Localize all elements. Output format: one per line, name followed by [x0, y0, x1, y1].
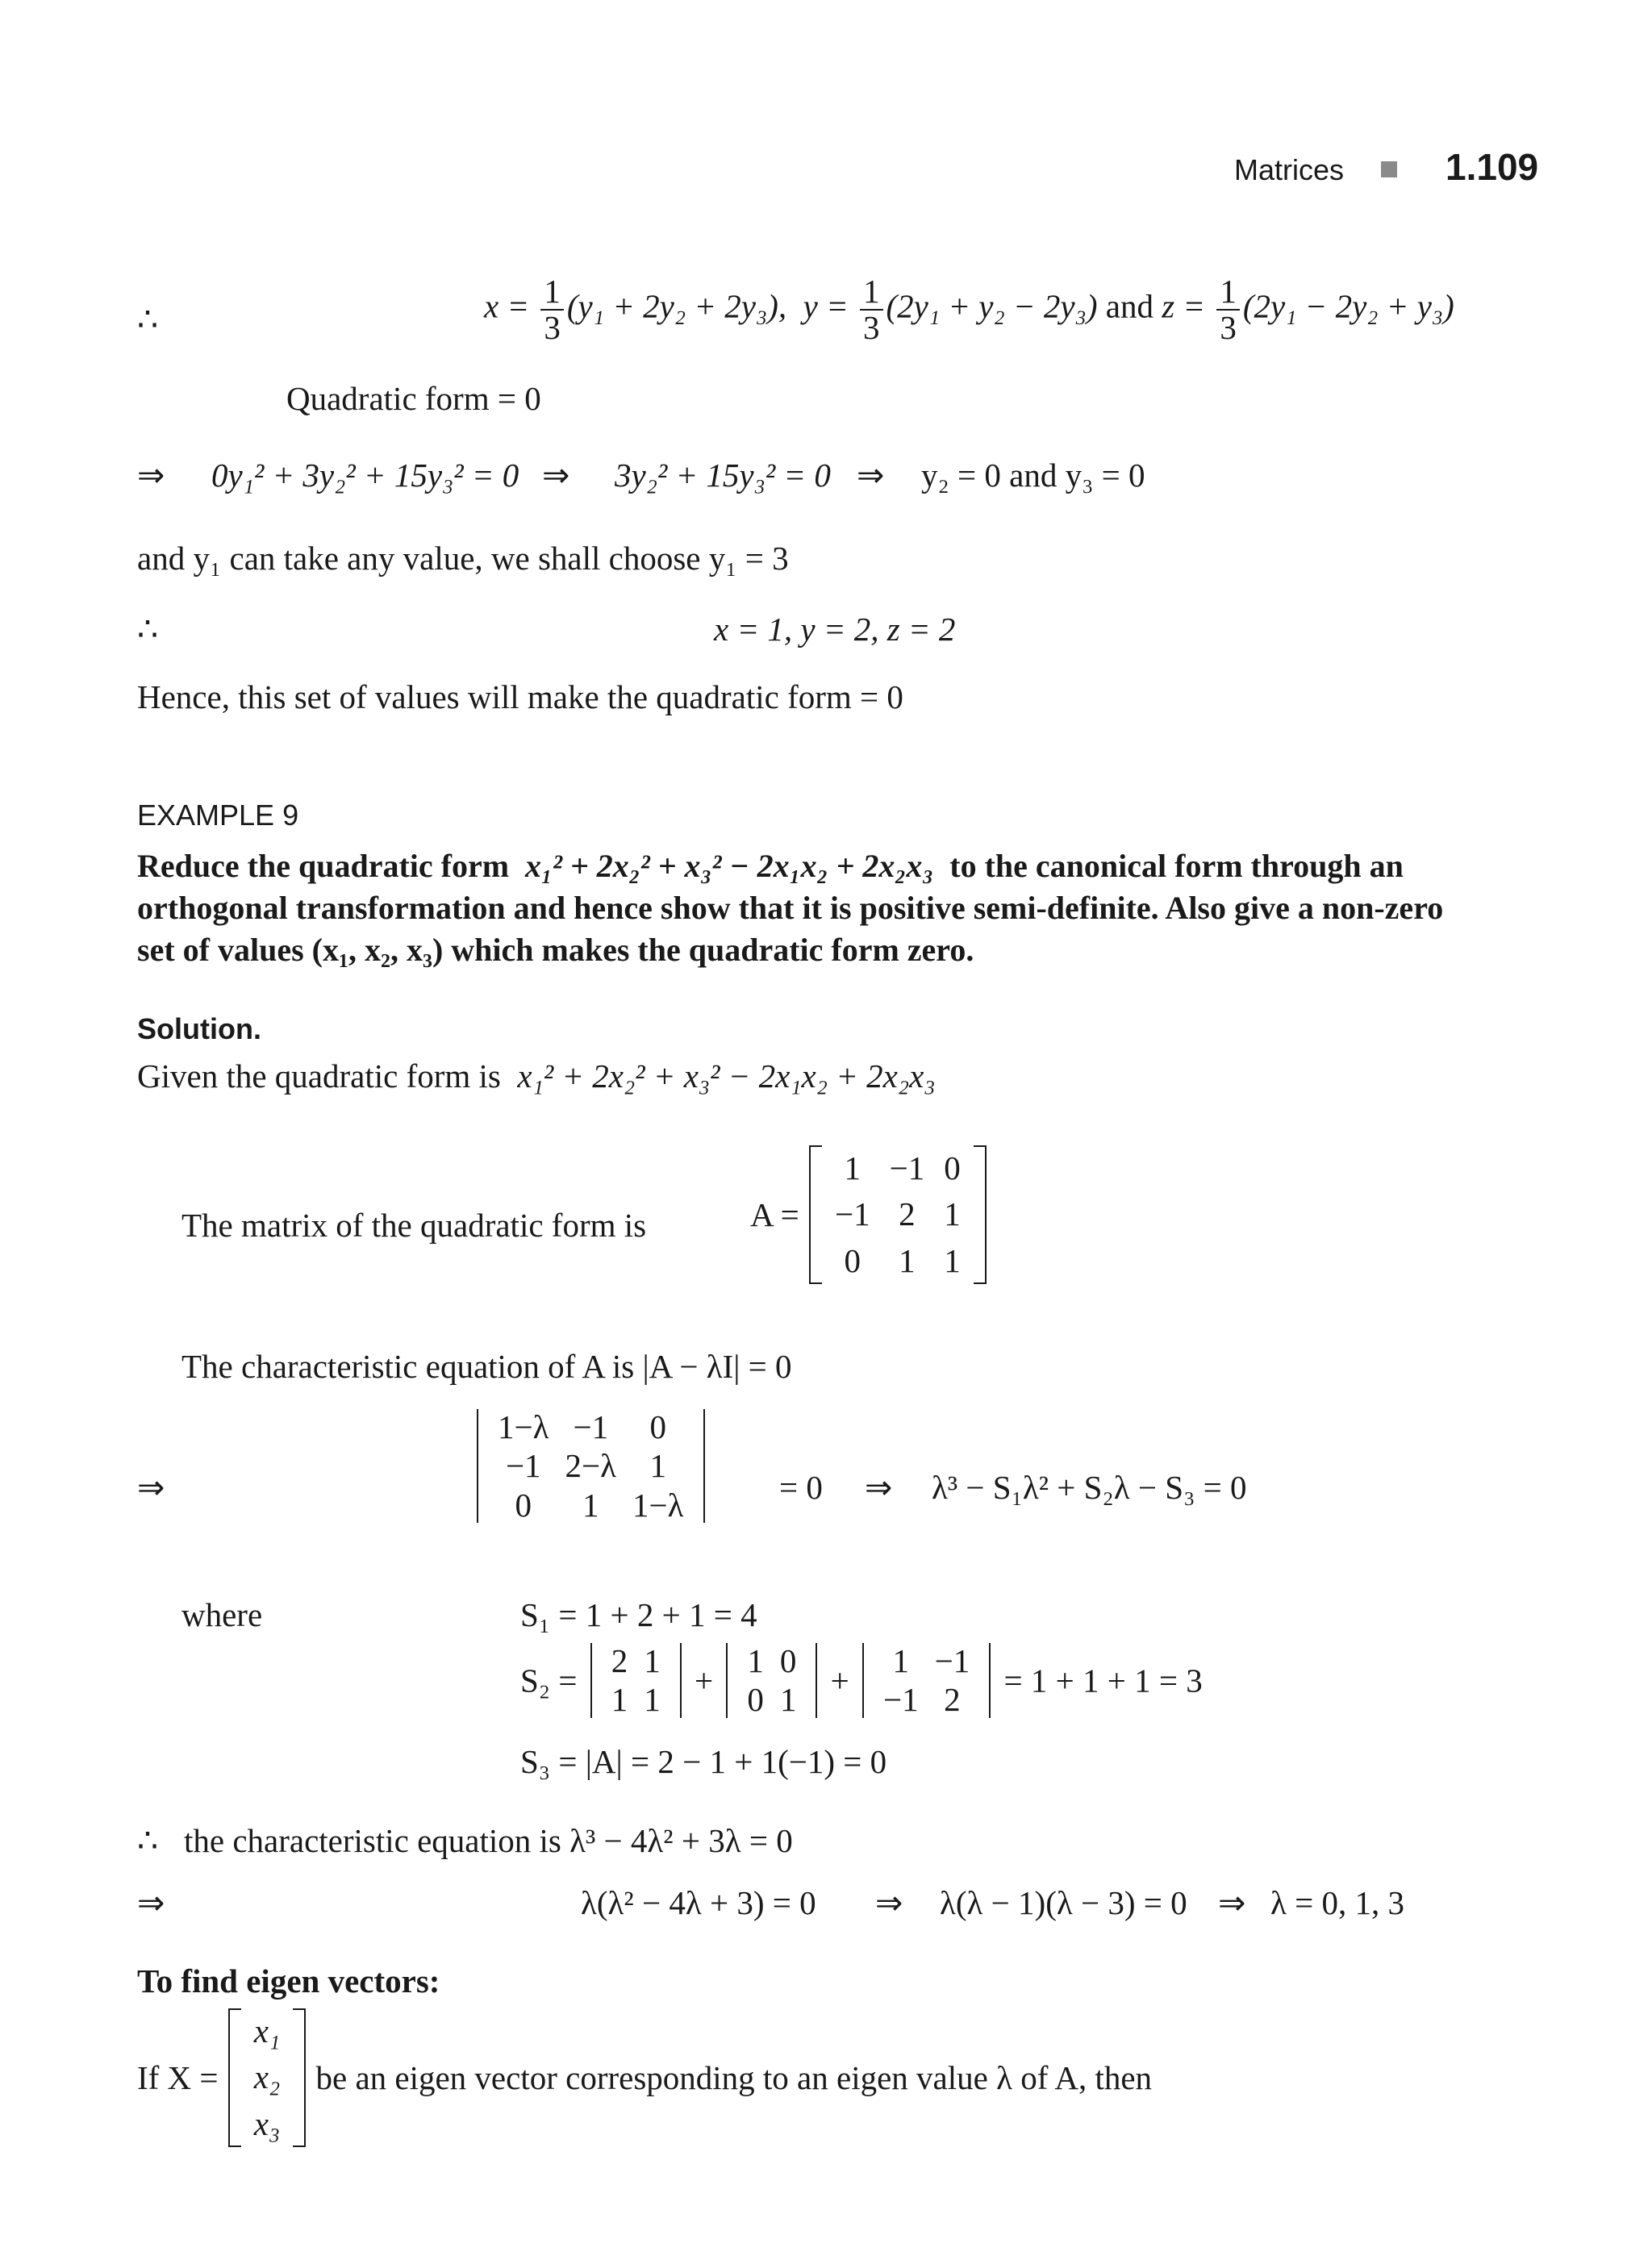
substitution-line: [484, 274, 1454, 345]
minor-cell: 1: [611, 1681, 628, 1719]
implies-symbol: ⇒: [875, 1884, 903, 1921]
implies-symbol: ⇒: [865, 1469, 893, 1506]
minor-cell: 0: [747, 1681, 764, 1719]
minor-cell: 2: [944, 1681, 961, 1719]
det-polynomial: λ³ − S₁λ² + S₂λ − S₃ = 0: [932, 1469, 1247, 1506]
equation-b: 3y₂² + 15y₃² = 0: [615, 457, 831, 494]
implies-symbol: ⇒: [1218, 1884, 1246, 1921]
s2-line: [520, 1641, 1203, 1720]
z-lhs: z =: [1162, 287, 1206, 325]
matrix-cell: −1: [889, 1149, 925, 1186]
s2-rhs: = 1 + 1 + 1 = 3: [1003, 1662, 1203, 1699]
x-lhs: x =: [484, 287, 530, 325]
matrix-cell: 1: [944, 1241, 961, 1279]
page-number: 1.109: [1446, 146, 1539, 188]
s3-line: S₃ = |A| = 2 − 1 + 1(−1) = 0: [520, 1743, 887, 1780]
and-word: and: [1105, 287, 1153, 325]
given-line: [137, 1057, 936, 1095]
hence-line: Hence, this set of values will make the quadratic form = 0: [137, 678, 903, 715]
implies-symbol: ⇒: [542, 457, 570, 494]
eigen-text: be an eigen vector corresponding to an eigen value λ of A, then: [315, 2058, 1153, 2096]
s1-line: S₁ = 1 + 2 + 1 = 4: [520, 1596, 757, 1633]
therefore-symbol: ∴: [137, 611, 159, 648]
minor-cell: −1: [882, 1681, 919, 1719]
determinant-cell: 2−λ: [565, 1447, 617, 1485]
x-vector: [227, 2008, 307, 2147]
x-rhs: (y₁ + 2y₂ + 2y₃),: [566, 287, 787, 325]
characteristic-determinant: [472, 1407, 710, 1524]
matrix-a: [807, 1145, 988, 1284]
matrix-cell: −1: [834, 1195, 870, 1233]
vector-cell: x₁: [253, 2012, 281, 2050]
matrix-text: The matrix of the quadratic form is: [181, 1207, 647, 1244]
determinant-cell: 1: [649, 1447, 667, 1485]
statement-expression: x₁² + 2x₂² + x₃² − 2x₁x₂ + 2x₂x₃: [525, 848, 934, 884]
statement-prefix: Reduce the quadratic form: [137, 848, 510, 884]
quadratic-form-zero: Quadratic form = 0: [286, 380, 541, 417]
determinant-cell: −1: [573, 1408, 609, 1445]
matrix-cell: 0: [844, 1241, 861, 1279]
plus-sign: +: [830, 1662, 849, 1699]
xyz-values: x = 1, y = 2, z = 2: [714, 611, 956, 648]
matrix-cell: 1: [944, 1195, 961, 1233]
given-text: Given the quadratic form is: [137, 1057, 501, 1095]
where-label: where: [181, 1596, 263, 1633]
matrix-cell: 1: [899, 1241, 916, 1279]
solution-label: Solution.: [137, 1012, 261, 1045]
determinant-equation: [472, 1407, 710, 1524]
y-lhs: y =: [803, 287, 849, 325]
matrix-cell: 2: [899, 1195, 916, 1233]
equation-a: 0y₁² + 3y₂² + 15y₃² = 0: [211, 457, 519, 494]
determinant-cell: −1: [505, 1447, 541, 1485]
z-rhs: (2y₁ − 2y₂ + y₃): [1242, 287, 1454, 325]
matrix-cell: 1: [844, 1149, 861, 1186]
y-rhs: (2y₁ + y₂ − 2y₃): [886, 287, 1098, 325]
determinant-cell: 1−λ: [632, 1486, 684, 1524]
header-square-icon: [1381, 161, 1397, 177]
factor-c: λ = 0, 1, 3: [1270, 1884, 1405, 1921]
factor-a: λ(λ² − 4λ + 3) = 0: [581, 1884, 816, 1921]
factor-b: λ(λ − 1)(λ − 3) = 0: [940, 1884, 1187, 1921]
implies-symbol: ⇒: [137, 1469, 165, 1506]
implies-symbol: ⇒: [857, 457, 885, 494]
s2-minor-1: [586, 1641, 686, 1720]
fraction-one-third: $\frac{1}{3}$: [860, 274, 883, 345]
s2-lhs: S₂ =: [520, 1662, 578, 1699]
vector-cell: x₂: [253, 2058, 281, 2096]
example-label: EXAMPLE 9: [137, 799, 299, 832]
minor-cell: 1: [779, 1681, 797, 1719]
s2-minor-2: [721, 1641, 822, 1720]
example-statement-line-1: [137, 847, 1404, 885]
if-x-lhs: If X =: [137, 2058, 219, 2096]
matrix-a-equation: [750, 1145, 988, 1284]
plus-sign: +: [694, 1662, 714, 1699]
determinant-cell: 0: [649, 1408, 667, 1445]
determinant-cell: 1−λ: [498, 1408, 549, 1445]
minor-cell: 2: [611, 1642, 628, 1679]
determinant-cell: 0: [515, 1486, 532, 1524]
therefore-symbol: ∴: [137, 1822, 159, 1859]
implies-symbol: ⇒: [137, 1884, 165, 1921]
minor-cell: 1: [892, 1642, 910, 1679]
fraction-one-third: $\frac{1}{3}$: [1216, 274, 1240, 345]
minor-cell: 1: [644, 1642, 661, 1679]
matrix-cell: 0: [944, 1149, 961, 1186]
minor-cell: 1: [644, 1681, 661, 1719]
vector-cell: x₃: [253, 2104, 281, 2142]
example-statement-line-2: orthogonal transformation and hence show that it is positive semi-definite. Also give a non-zero: [137, 890, 1444, 926]
s2-minor-3: [857, 1641, 995, 1720]
minor-cell: 1: [747, 1642, 764, 1679]
statement-suffix: to the canonical form through an: [949, 848, 1404, 884]
characteristic-text: The characteristic equation of A is |A − λI| = 0: [181, 1348, 792, 1385]
characteristic-equation-line: the characteristic equation is λ³ − 4λ² + 3λ = 0: [184, 1822, 793, 1859]
det-rhs: = 0: [779, 1469, 823, 1506]
running-header-section: Matrices: [1234, 153, 1345, 186]
matrix-lhs: A =: [750, 1195, 799, 1233]
therefore-symbol: ∴: [137, 301, 159, 338]
if-x-line: [137, 2008, 1152, 2147]
fraction-one-third: $\frac{1}{3}$: [540, 274, 564, 345]
implies-symbol: ⇒: [137, 457, 165, 494]
determinant-cell: 1: [582, 1486, 599, 1524]
choose-line: and y₁ can take any value, we shall choose y₁ = 3: [137, 540, 789, 577]
equation-c: y₂ = 0 and y₃ = 0: [921, 457, 1145, 494]
given-expression: x₁² + 2x₂² + x₃² − 2x₁x₂ + 2x₂x₃: [517, 1057, 936, 1095]
minor-cell: 0: [779, 1642, 797, 1679]
example-statement-line-3: set of values (x₁, x₂, x₃) which makes the quadratic form zero.: [137, 932, 974, 968]
eigen-heading: To find eigen vectors:: [137, 1962, 440, 2000]
minor-cell: −1: [934, 1642, 970, 1679]
